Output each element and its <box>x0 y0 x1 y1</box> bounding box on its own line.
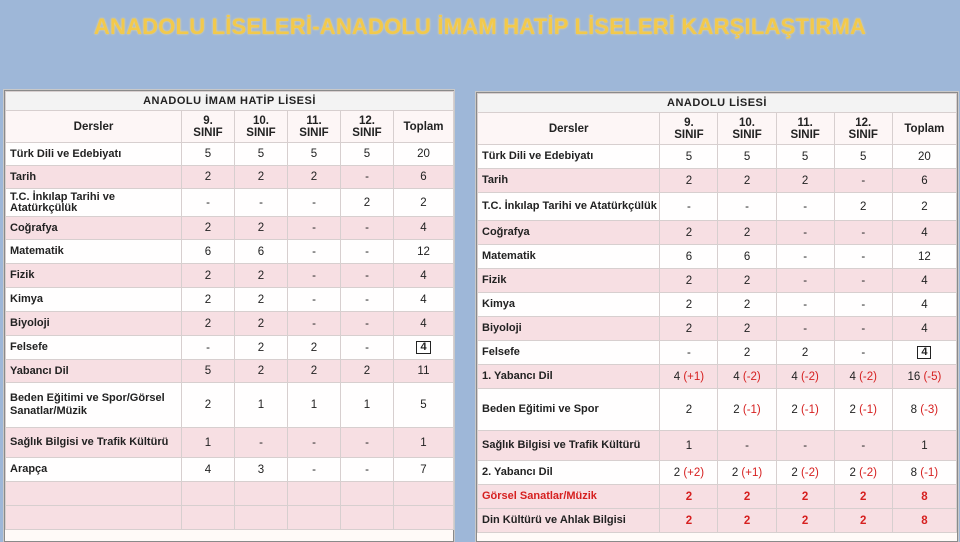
subject-cell: Türk Dili ve Edebiyatı <box>6 143 182 166</box>
grade-cell: - <box>235 189 288 217</box>
subject-cell <box>6 482 182 506</box>
grade-cell: 2 <box>341 189 394 217</box>
grade-cell: - <box>341 428 394 458</box>
header-9-sinif: 9. SINIF <box>660 113 718 145</box>
grade-cell: 1 <box>235 383 288 428</box>
grade-cell: 6 <box>182 240 235 264</box>
grade-cell: 5 <box>776 145 834 169</box>
grade-cell: 2 <box>182 312 235 336</box>
table-row <box>478 317 957 341</box>
grade-cell: - <box>288 264 341 288</box>
header-9-sinif: 9. SINIF <box>182 111 235 143</box>
table-row <box>6 143 454 166</box>
grade-cell: 2 <box>182 217 235 240</box>
subject-cell: Sağlık Bilgisi ve Trafik Kültürü <box>6 428 182 458</box>
table-row <box>6 360 454 383</box>
grade-cell: 2 <box>288 360 341 383</box>
table-row <box>478 145 957 169</box>
delta-value: (-5) <box>920 370 942 383</box>
anadolu-lisesi-curriculum-table <box>477 93 957 533</box>
header-10-sinif: 10. SINIF <box>235 111 288 143</box>
grade-cell: - <box>660 341 718 365</box>
grade-cell: 2 (+1) <box>718 461 776 485</box>
grade-cell: - <box>834 293 892 317</box>
grade-cell: 2 <box>660 269 718 293</box>
table-row <box>6 336 454 360</box>
grade-cell: - <box>235 428 288 458</box>
highlighted-total: 4 <box>416 341 430 354</box>
subject-cell: Kimya <box>6 288 182 312</box>
grade-cell: - <box>776 193 834 221</box>
school-name-anadolu-lisesi: ANADOLU LİSESİ <box>478 94 957 113</box>
total-cell: 20 <box>892 145 956 169</box>
delta-value: (-1) <box>797 403 819 416</box>
delta-value: (-2) <box>855 466 877 479</box>
grade-cell: 2 <box>834 509 892 533</box>
grade-cell: 2 <box>660 317 718 341</box>
subject-cell: Felsefe <box>478 341 660 365</box>
total-cell: 6 <box>892 169 956 193</box>
grade-cell: 2 <box>182 288 235 312</box>
header-toplam: Toplam <box>394 111 454 143</box>
grade-cell: - <box>288 458 341 482</box>
grade-cell: 2 <box>235 336 288 360</box>
table-row <box>478 461 957 485</box>
grade-cell: 4 (+1) <box>660 365 718 389</box>
grade-cell: 2 <box>341 360 394 383</box>
total-cell: 4 <box>394 217 454 240</box>
table-row <box>478 193 957 221</box>
grade-cell: 2 <box>776 485 834 509</box>
grade-cell: - <box>776 293 834 317</box>
grade-cell: - <box>341 217 394 240</box>
grade-cell: 2 <box>834 193 892 221</box>
grade-cell: 1 <box>341 383 394 428</box>
grade-cell: 2 <box>235 264 288 288</box>
subject-cell: Yabancı Dil <box>6 360 182 383</box>
grade-cell: - <box>776 431 834 461</box>
grade-cell: - <box>776 269 834 293</box>
grade-cell: - <box>341 264 394 288</box>
grade-cell: 2 <box>182 383 235 428</box>
subject-cell: Coğrafya <box>6 217 182 240</box>
grade-cell: 2 (-1) <box>834 389 892 431</box>
grade-cell: - <box>834 431 892 461</box>
table-row <box>6 189 454 217</box>
imam-hatip-table-panel <box>4 90 454 542</box>
grade-cell: - <box>288 240 341 264</box>
subject-cell: 1. Yabancı Dil <box>478 365 660 389</box>
total-cell: 8 <box>892 509 956 533</box>
table-row <box>478 269 957 293</box>
total-cell <box>394 506 454 530</box>
total-cell: 2 <box>394 189 454 217</box>
grade-cell: 5 <box>182 360 235 383</box>
grade-cell: 1 <box>182 428 235 458</box>
grade-cell: 2 <box>776 169 834 193</box>
slide-title: ANADOLU LİSELERİ-ANADOLU İMAM HATİP LİSELERİ KARŞILAŞTIRMA <box>93 14 867 39</box>
subject-cell: Felsefe <box>6 336 182 360</box>
table-row <box>6 240 454 264</box>
grade-cell: 4 (-2) <box>834 365 892 389</box>
grade-cell: - <box>341 458 394 482</box>
grade-cell: 2 <box>718 317 776 341</box>
total-cell: 4 <box>394 288 454 312</box>
grade-cell <box>235 482 288 506</box>
table-row <box>6 264 454 288</box>
table-row <box>6 428 454 458</box>
total-cell: 6 <box>394 166 454 189</box>
table-row <box>6 166 454 189</box>
subject-cell: Tarih <box>6 166 182 189</box>
grade-cell: 6 <box>660 245 718 269</box>
grade-cell: - <box>834 169 892 193</box>
grade-cell: 2 <box>660 293 718 317</box>
grade-cell: 6 <box>235 240 288 264</box>
subject-cell: Tarih <box>478 169 660 193</box>
table-row-empty <box>6 506 454 530</box>
grade-cell: 2 <box>288 336 341 360</box>
subject-cell: Fizik <box>478 269 660 293</box>
table-row <box>6 288 454 312</box>
grade-cell: 2 <box>235 166 288 189</box>
grade-cell <box>341 482 394 506</box>
grade-cell: 2 <box>718 221 776 245</box>
grade-cell: 2 <box>718 169 776 193</box>
grade-cell: 2 <box>182 166 235 189</box>
delta-value: (-2) <box>739 370 761 383</box>
delta-value: (-1) <box>917 466 939 479</box>
total-cell: 4 <box>394 312 454 336</box>
grade-cell: 2 <box>235 288 288 312</box>
grade-cell: - <box>288 189 341 217</box>
grade-cell: 5 <box>182 143 235 166</box>
grade-cell: - <box>341 336 394 360</box>
total-cell: 1 <box>394 428 454 458</box>
total-cell: 4 <box>892 317 956 341</box>
subject-cell: Fizik <box>6 264 182 288</box>
subject-cell: T.C. İnkılap Tarihi ve Atatürkçülük <box>478 193 660 221</box>
total-cell: 8 <box>892 485 956 509</box>
table-row <box>6 217 454 240</box>
total-cell: 20 <box>394 143 454 166</box>
grade-cell: - <box>834 221 892 245</box>
grade-cell: 2 <box>660 509 718 533</box>
grade-cell: - <box>718 431 776 461</box>
delta-value: (-2) <box>797 466 819 479</box>
subject-cell: Matematik <box>478 245 660 269</box>
grade-cell: 2 <box>660 389 718 431</box>
delta-value: (-1) <box>739 403 761 416</box>
header-12-sinif: 12. SINIF <box>834 113 892 145</box>
subject-cell: 2. Yabancı Dil <box>478 461 660 485</box>
grade-cell <box>341 506 394 530</box>
grade-cell: - <box>834 317 892 341</box>
table-row <box>478 365 957 389</box>
grade-cell <box>235 506 288 530</box>
grade-cell: 2 <box>288 166 341 189</box>
subject-cell: Beden Eğitimi ve Spor/Görsel Sanatlar/Müzik <box>6 383 182 428</box>
grade-cell <box>288 482 341 506</box>
table-row <box>478 389 957 431</box>
subject-cell: Din Kültürü ve Ahlak Bilgisi <box>478 509 660 533</box>
total-cell: 5 <box>394 383 454 428</box>
grade-cell: 1 <box>660 431 718 461</box>
grade-cell: 2 <box>718 269 776 293</box>
grade-cell: 2 <box>834 485 892 509</box>
grade-cell: 4 (-2) <box>718 365 776 389</box>
table-row-new-subject <box>478 509 957 533</box>
total-cell <box>892 341 956 365</box>
grade-cell: - <box>341 166 394 189</box>
grade-cell: - <box>834 341 892 365</box>
grade-cell: - <box>288 312 341 336</box>
total-cell: 2 <box>892 193 956 221</box>
grade-cell: 5 <box>235 143 288 166</box>
delta-value: (-2) <box>797 370 819 383</box>
grade-cell: 2 <box>235 360 288 383</box>
subject-cell: Coğrafya <box>478 221 660 245</box>
grade-cell: 2 (-1) <box>718 389 776 431</box>
grade-cell: 2 (-2) <box>776 461 834 485</box>
total-cell: 1 <box>892 431 956 461</box>
grade-cell: 2 (-2) <box>834 461 892 485</box>
grade-cell <box>288 506 341 530</box>
grade-cell: 3 <box>235 458 288 482</box>
grade-cell: - <box>718 193 776 221</box>
subject-cell: Görsel Sanatlar/Müzik <box>478 485 660 509</box>
grade-cell: 2 (-1) <box>776 389 834 431</box>
total-cell <box>394 336 454 360</box>
table-row <box>478 341 957 365</box>
grade-cell: - <box>776 221 834 245</box>
grade-cell: - <box>834 269 892 293</box>
grade-cell: - <box>776 317 834 341</box>
header-10-sinif: 10. SINIF <box>718 113 776 145</box>
grade-cell: - <box>341 288 394 312</box>
table-row <box>6 383 454 428</box>
grade-cell: 5 <box>834 145 892 169</box>
delta-value: (-3) <box>917 403 939 416</box>
subject-cell: Arapça <box>6 458 182 482</box>
grade-cell: - <box>288 428 341 458</box>
header-11-sinif: 11. SINIF <box>776 113 834 145</box>
grade-cell: 1 <box>288 383 341 428</box>
subject-cell: Sağlık Bilgisi ve Trafik Kültürü <box>478 431 660 461</box>
table-row <box>478 431 957 461</box>
grade-cell: 2 <box>660 485 718 509</box>
grade-cell: 2 <box>660 221 718 245</box>
header-12-sinif: 12. SINIF <box>341 111 394 143</box>
grade-cell: 4 (-2) <box>776 365 834 389</box>
delta-value: (-2) <box>855 370 877 383</box>
grade-cell: 2 <box>776 341 834 365</box>
total-cell: 12 <box>892 245 956 269</box>
subject-cell: T.C. İnkılap Tarihi ve Atatürkçülük <box>6 189 182 217</box>
table-row <box>478 169 957 193</box>
grade-cell: 2 <box>718 509 776 533</box>
grade-cell: 5 <box>341 143 394 166</box>
total-cell: 4 <box>892 293 956 317</box>
header-dersler: Dersler <box>478 113 660 145</box>
total-cell: 4 <box>892 269 956 293</box>
subject-cell: Biyoloji <box>6 312 182 336</box>
delta-value: (+1) <box>680 370 705 383</box>
subject-cell <box>6 506 182 530</box>
grade-cell: 5 <box>660 145 718 169</box>
subject-cell: Kimya <box>478 293 660 317</box>
grade-cell: - <box>341 240 394 264</box>
grade-cell: 5 <box>288 143 341 166</box>
table-row <box>478 245 957 269</box>
highlighted-total: 4 <box>917 346 931 359</box>
total-cell: 11 <box>394 360 454 383</box>
grade-cell: 2 (+2) <box>660 461 718 485</box>
header-toplam: Toplam <box>892 113 956 145</box>
school-name-imam-hatip: ANADOLU İMAM HATİP LİSESİ <box>6 92 454 111</box>
grade-cell: - <box>288 288 341 312</box>
total-cell: 8 (-1) <box>892 461 956 485</box>
grade-cell: - <box>341 312 394 336</box>
delta-value: (+1) <box>738 466 763 479</box>
table-row <box>6 312 454 336</box>
total-cell: 12 <box>394 240 454 264</box>
grade-cell: 2 <box>660 169 718 193</box>
grade-cell: 5 <box>718 145 776 169</box>
grade-cell: 6 <box>718 245 776 269</box>
grade-cell: - <box>182 189 235 217</box>
header-11-sinif: 11. SINIF <box>288 111 341 143</box>
table-row <box>478 293 957 317</box>
table-row-empty <box>6 482 454 506</box>
grade-cell: 2 <box>182 264 235 288</box>
grade-cell: 2 <box>235 217 288 240</box>
subject-cell: Türk Dili ve Edebiyatı <box>478 145 660 169</box>
subject-cell: Beden Eğitimi ve Spor <box>478 389 660 431</box>
grade-cell: 2 <box>235 312 288 336</box>
grade-cell: - <box>182 336 235 360</box>
total-cell <box>394 482 454 506</box>
grade-cell: 2 <box>718 293 776 317</box>
subject-cell: Biyoloji <box>478 317 660 341</box>
imam-hatip-curriculum-table <box>5 91 454 530</box>
grade-cell: 2 <box>776 509 834 533</box>
table-row <box>478 221 957 245</box>
delta-value: (-1) <box>855 403 877 416</box>
total-cell: 7 <box>394 458 454 482</box>
total-cell: 8 (-3) <box>892 389 956 431</box>
table-row-new-subject <box>478 485 957 509</box>
subject-cell: Matematik <box>6 240 182 264</box>
header-dersler: Dersler <box>6 111 182 143</box>
grade-cell: 2 <box>718 341 776 365</box>
grade-cell: - <box>776 245 834 269</box>
grade-cell: 4 <box>182 458 235 482</box>
grade-cell: - <box>660 193 718 221</box>
grade-cell <box>182 482 235 506</box>
anadolu-lisesi-table-panel <box>476 92 958 542</box>
grade-cell: - <box>288 217 341 240</box>
table-row <box>6 458 454 482</box>
grade-cell: 2 <box>718 485 776 509</box>
total-cell: 4 <box>394 264 454 288</box>
delta-value: (+2) <box>680 466 705 479</box>
grade-cell: - <box>834 245 892 269</box>
total-cell: 4 <box>892 221 956 245</box>
total-cell: 16 (-5) <box>892 365 956 389</box>
grade-cell <box>182 506 235 530</box>
